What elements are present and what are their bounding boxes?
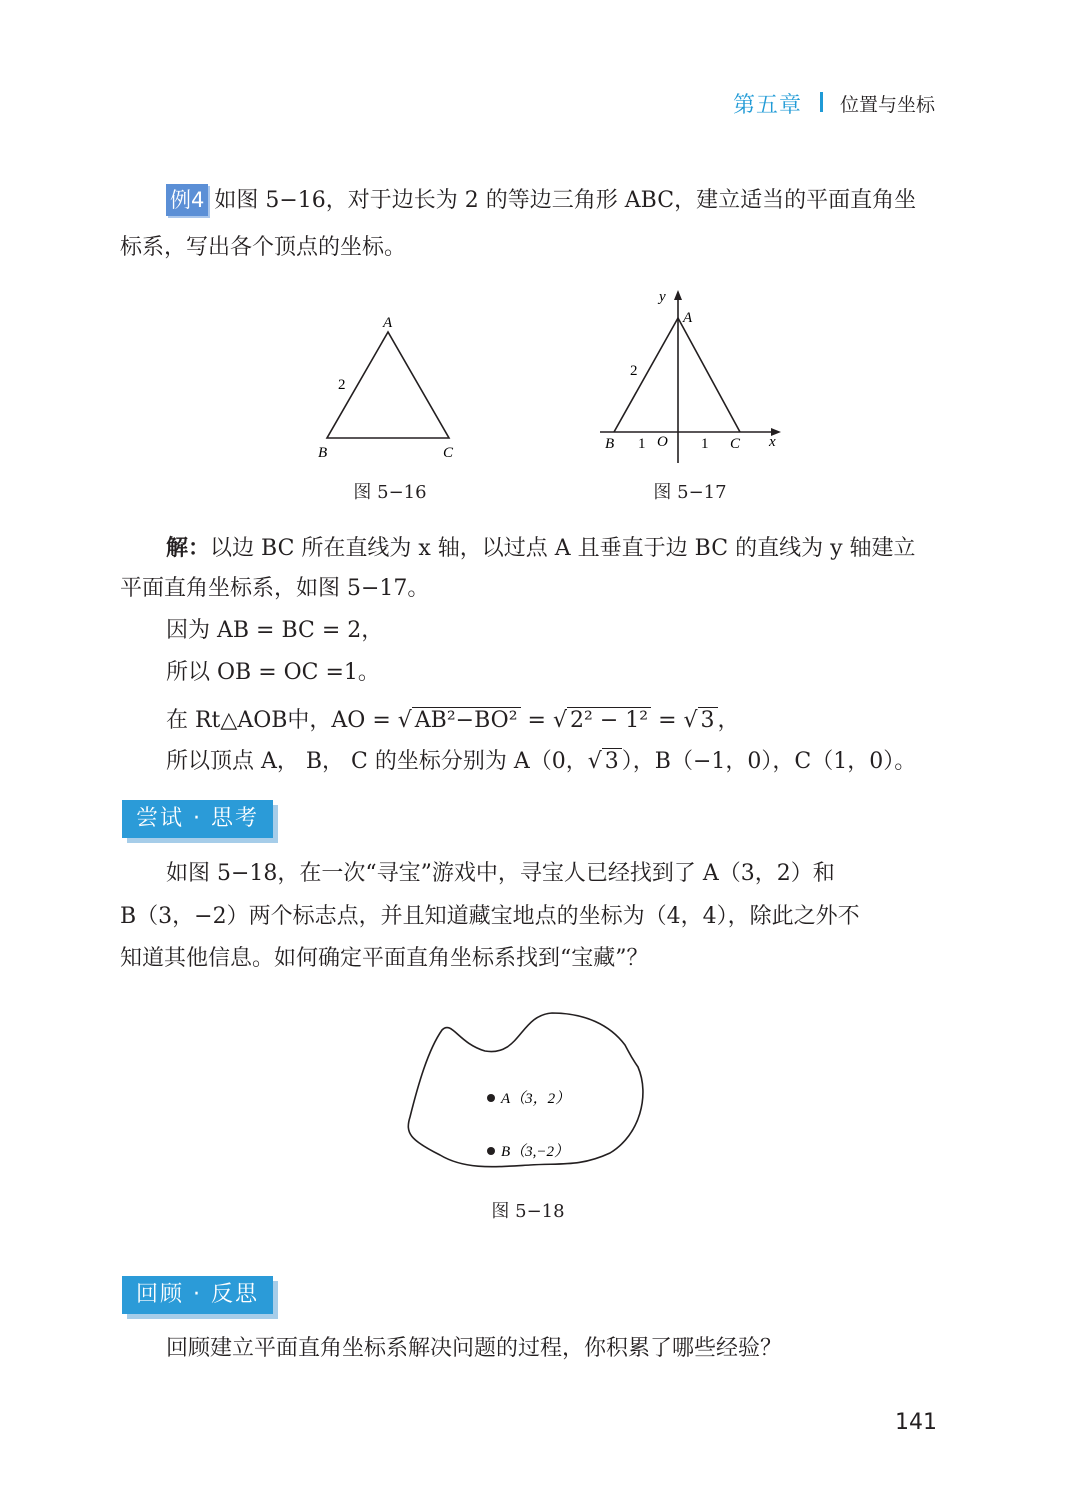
example-text-1: 如图 5−16，对于边长为 2 的等边三角形 ABC，建立适当的平面直角坐	[214, 188, 917, 213]
label-x: x	[769, 434, 776, 450]
solution-5-suffix: ，	[717, 708, 740, 733]
example-line-2: 标系，写出各个顶点的坐标。	[120, 235, 407, 260]
solution-line-1	[166, 527, 916, 570]
solution-6-prefix: 所以顶点 A， B， C 的坐标分别为 A（0，	[166, 749, 588, 774]
radical-4: 3	[602, 748, 622, 774]
label-b: B	[318, 445, 328, 461]
figure-5-18-caption: 图 5−18	[491, 1201, 565, 1222]
review-line-1: 回顾建立平面直角坐标系解决问题的过程，你积累了哪些经验？	[166, 1336, 783, 1361]
chapter-title: 位置与坐标	[840, 94, 936, 116]
point-b-label: B（3,−2）	[501, 1144, 570, 1160]
label-a: A	[683, 310, 693, 326]
label-a: A	[383, 315, 393, 331]
try-line-2: B（3，−2）两个标志点，并且知道藏宝地点的坐标为（4，4），除此之外不	[120, 904, 860, 929]
point-a-label: A（3，2）	[501, 1091, 571, 1107]
solution-line-5: 在 Rt△AOB中，AO = √ AB²−BO² = √ 2² − 1² = √ 3 ，	[166, 708, 740, 733]
figure-5-17-caption: 图 5−17	[653, 482, 727, 503]
point-b-marker	[487, 1147, 495, 1155]
figure-5-16	[300, 305, 480, 470]
solution-line-3: 因为 AB = BC = 2，	[166, 618, 384, 643]
radical-2: 2² − 1²	[567, 707, 651, 733]
solution-text-1: 以边 BC 所在直线为 x 轴，以过点 A 且垂直于边 BC 的直线为 y 轴建立	[210, 536, 916, 561]
label-c: C	[443, 445, 454, 461]
y-axis-arrow	[674, 290, 682, 300]
equals-2: =	[658, 708, 677, 733]
figure-5-16-caption: 图 5−16	[353, 482, 427, 503]
tick-label-right: 1	[701, 436, 709, 452]
radical-1: AB²−BO²	[412, 707, 521, 733]
try-line-3: 知道其他信息。如何确定平面直角坐标系找到“宝藏”？	[120, 946, 649, 971]
equals-1: =	[527, 708, 546, 733]
label-c: C	[730, 436, 741, 452]
tick-label-left: 1	[638, 436, 646, 452]
radical-3: 3	[698, 707, 718, 733]
try-line-1: 如图 5−18，在一次“寻宝”游戏中，寻宝人已经找到了 A（3，2）和	[166, 861, 835, 886]
solution-6-suffix: ），B（−1，0），C（1，0）。	[621, 749, 917, 774]
example-line-1	[166, 180, 916, 222]
page-number: 141	[895, 1410, 937, 1435]
solution-line-4: 所以 OB = OC =1。	[166, 660, 380, 685]
solution-line-2: 平面直角坐标系，如图 5−17。	[120, 576, 430, 601]
solution-label: 解：	[166, 535, 211, 561]
label-b: B	[605, 436, 615, 452]
chapter-label: 第五章	[733, 93, 803, 118]
label-o: O	[657, 434, 668, 450]
section-tag-try-think: 尝试 · 思考	[122, 800, 273, 838]
solution-5-prefix: 在 Rt△AOB中，AO =	[166, 708, 391, 733]
point-a-marker	[487, 1094, 495, 1102]
solution-line-6: 所以顶点 A， B， C 的坐标分别为 A（0，√ 3 ），B（−1，0），C（1，0）。	[166, 749, 917, 774]
example-badge: 例4	[166, 184, 208, 216]
section-tag-review-reflect: 回顾 · 反思	[122, 1276, 273, 1314]
label-y: y	[659, 289, 666, 305]
header-divider	[820, 92, 823, 112]
side-length-label: 2	[630, 363, 638, 379]
side-length-label: 2	[338, 377, 346, 393]
figure-5-18	[400, 1005, 655, 1180]
figure-5-17	[595, 285, 795, 465]
